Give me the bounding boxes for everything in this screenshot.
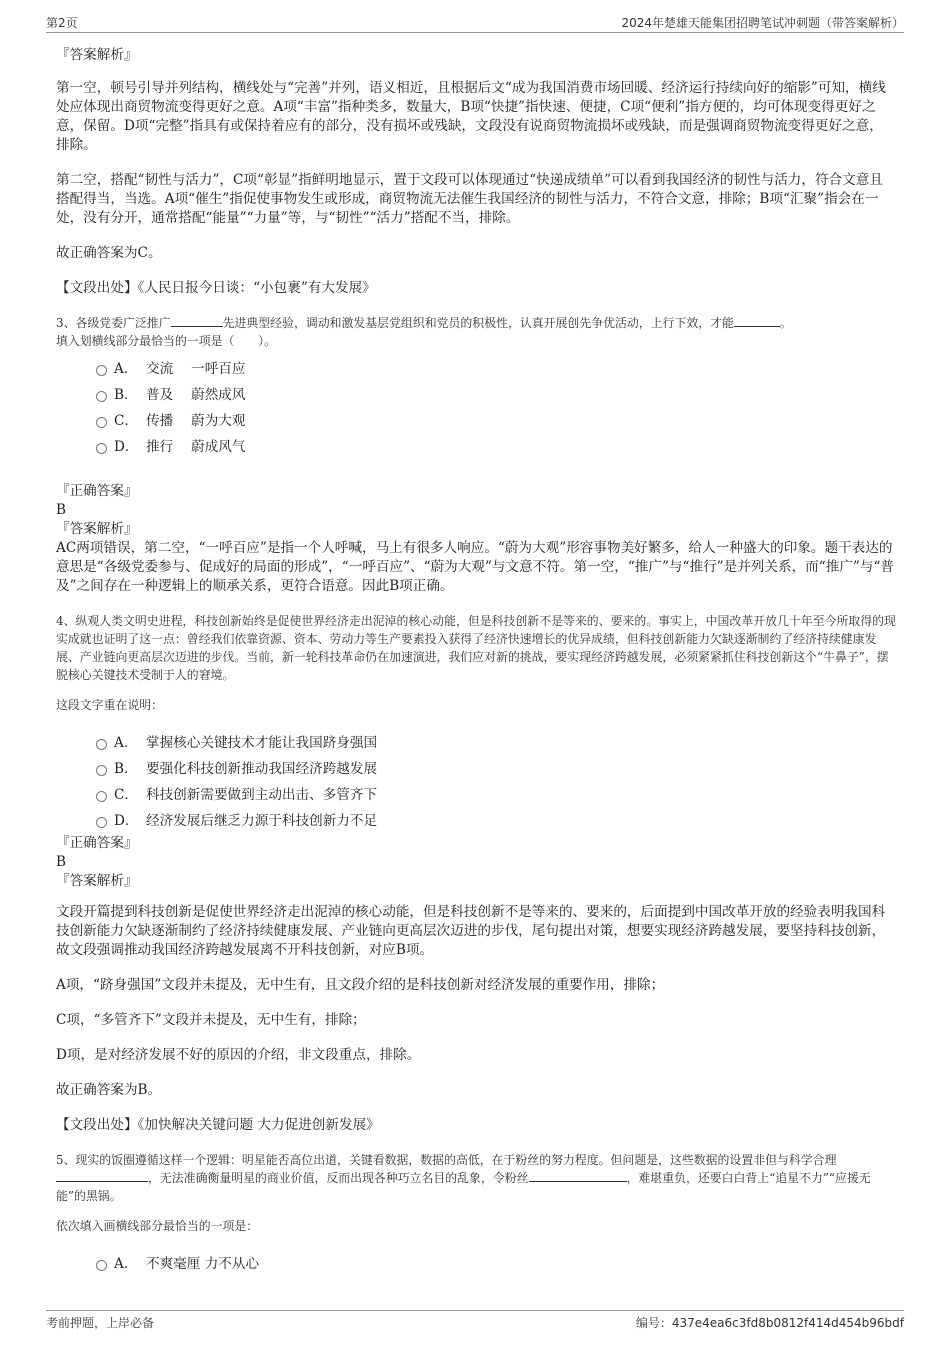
q4-analysis-p2: A项，“跻身强国”文段并未提及，无中生有，且文段介绍的是科技创新对经济发展的重要作用，排除； — [56, 977, 665, 993]
q4-answer: 故正确答案为B。 — [56, 1082, 162, 1098]
page-footer — [46, 1314, 904, 1332]
q2-source: 【文段出处】《人民日报今日谈：“小包裹”有大发展》 — [56, 280, 376, 296]
q3-stem-line2: 填入划横线部分最恰当的一项是（ ）。 — [56, 334, 276, 348]
q3-option-b[interactable]: B． 普及 蔚然成风 — [56, 382, 896, 408]
q4-option-d[interactable]: D． 经济发展后继乏力源于科技创新力不足 — [56, 808, 896, 834]
q5-blank-1 — [56, 1169, 148, 1182]
q4-correct-answer: B — [56, 854, 66, 870]
document-code: 编号：437e4ea6c3fd8b0812f414d454b96bdf — [635, 1316, 904, 1330]
q3-stem: 3、各级党委广泛推广 先进典型经验，调动和激发基层党组织和党员的积极性，认真开展创先争优活动，上行下效，才能 。 — [56, 316, 792, 330]
q4-option-b[interactable]: B． 要强化科技创新推动我国经济跨越发展 — [56, 756, 896, 782]
q5-option-a[interactable]: A． 不爽毫厘 力不从心 — [56, 1251, 896, 1277]
q4-options — [56, 730, 896, 834]
footer-slogan: 考前押题，上岸必备 — [46, 1316, 155, 1330]
page-number: 第2页 — [46, 16, 78, 30]
footer-divider — [46, 1310, 904, 1311]
q4-analysis-p1: 文段开篇提到科技创新是促使世界经济走出泥淖的核心动能，但是科技创新不是等来的、要来的，后面提到中国改革开放的经验表明我国科技创新能力欠缺逐渐制约了经济持续健康发展、产业链向更高层次迈进的步伐，尾句提出对策，想要实现经济跨越发展，要坚持科技创新，故文段强调推动我国经济跨越发展离不开科技创新，对应B项。 — [56, 904, 886, 958]
q5-stem: 5、现实的饭圈遵循这样一个逻辑：明星能否高位出道，关键看数据，数据的高低，在于粉丝的努力程度。但问题是，这些数据的设置非但与科学合理，无法准确衡量明星的商业价值，反而出现各种巧立名目的乱象，令粉丝 ，难堪重负，还要白白背上“追星不力”“应援无能”的黑锅。 — [56, 1153, 871, 1203]
radio-icon[interactable] — [96, 391, 107, 402]
header-divider — [46, 32, 904, 33]
radio-icon[interactable] — [96, 765, 107, 776]
radio-icon[interactable] — [96, 443, 107, 454]
q2-answer: 故正确答案为C。 — [56, 245, 162, 261]
q4-analysis-p3: C项，“多管齐下”文段并未提及，无中生有，排除； — [56, 1012, 366, 1028]
q3-analysis: AC两项错误，第二空，“一呼百应”是指一个人呼喊，马上有很多人响应。“蔚为大观”形容事物美好繁多，给人一种盛大的印象。题干表达的意思是“各级党委参与、促成好的局面的形成”，“一呼百应”、“蔚为大观”与文意不符。第一空，“推广”与“推行”是并列关系，而“推广”与“普及”之间存在一种逻辑上的顺承关系，更符合语意。因此B项正确。 — [56, 540, 894, 594]
q3-option-a[interactable]: A． 交流 一呼百应 — [56, 356, 896, 382]
q5-blank-2 — [529, 1169, 627, 1182]
q5-options — [56, 1251, 896, 1277]
q3-blank-1 — [171, 314, 223, 327]
page-header — [46, 14, 904, 32]
radio-icon[interactable] — [96, 1260, 107, 1271]
page-content — [56, 46, 896, 1277]
q4-question: 这段文字重在说明： — [56, 698, 164, 712]
q2-analysis-p2: 第二空，搭配“韧性与活力”，C项“彰显”指鲜明地显示，置于文段可以体现通过“快递成绩单”可以看到我国经济的韧性与活力，符合文意且搭配得当，当选。A项“催生”指促使事物发生或形成，商贸物流无法催生我国经济的韧性与活力，不符合文意，排除；B项“汇聚”指会在一处，没有分开，通常搭配“能量”“力量”等，与“韧性”“活力”搭配不当，排除。 — [56, 172, 883, 226]
q4-correct-label: 『正确答案』 — [56, 835, 138, 851]
q3-correct-answer: B — [56, 502, 66, 518]
q3-blank-2 — [734, 314, 780, 327]
q2-analysis-label: 『答案解析』 — [56, 47, 138, 63]
radio-icon[interactable] — [96, 817, 107, 828]
q3-correct-label: 『正确答案』 — [56, 483, 138, 499]
radio-icon[interactable] — [96, 739, 107, 750]
q4-option-a[interactable]: A． 掌握核心关键技术才能让我国跻身强国 — [56, 730, 896, 756]
radio-icon[interactable] — [96, 791, 107, 802]
q4-stem: 4、纵观人类文明史进程，科技创新始终是促使世界经济走出泥淖的核心动能，但是科技创新不是等来的、要来的。事实上，中国改革开放几十年至今所取得的现实成就也证明了这一点：曾经我们依靠资源、资本、劳动力等生产要素投入获得了经济快速增长的优异成绩，但科技创新能力欠缺逐渐制约了经济持续健康发展、产业链向更高层次迈进的步伐。当前，新一轮科技革命仍在加速演进，我们应对新的挑战，要实现经济跨越发展，必须紧紧抓住科技创新这个“牛鼻子”，摆脱核心关键技术受制于人的窘境。 — [56, 614, 896, 682]
q5-question: 依次填入画横线部分最恰当的一项是： — [56, 1219, 259, 1233]
q3-option-c[interactable]: C． 传播 蔚为大观 — [56, 408, 896, 434]
document-title: 2024年楚雄天能集团招聘笔试冲刺题（带答案解析） — [621, 16, 904, 30]
radio-icon[interactable] — [96, 365, 107, 376]
q4-analysis-p4: D项，是对经济发展不好的原因的介绍，非文段重点，排除。 — [56, 1047, 421, 1063]
q2-analysis-p1: 第一空，顿号引导并列结构，横线处与“完善”并列，语义相近，且根据后文“成为我国消费市场回暖、经济运行持续向好的缩影”可知，横线处应体现出商贸物流变得更好之意。A项“丰富”指种类多，数量大，B项“快捷”指快速、便捷，C项“便利”指方便的，均可体现变得更好之意，保留。D项“完整”指具有或保持着应有的部分，没有损坏或残缺，文段没有说商贸物流损坏或残缺，而是强调商贸物流变得更好之意，排除。 — [56, 80, 886, 153]
q3-option-d[interactable]: D． 推行 蔚成风气 — [56, 434, 896, 460]
q4-analysis-label: 『答案解析』 — [56, 873, 138, 889]
radio-icon[interactable] — [96, 417, 107, 428]
q3-analysis-label: 『答案解析』 — [56, 521, 138, 537]
q3-options — [56, 356, 896, 460]
q4-source: 【文段出处】《加快解决关键问题 大力促进创新发展》 — [56, 1117, 380, 1133]
q4-option-c[interactable]: C． 科技创新需要做到主动出击、多管齐下 — [56, 782, 896, 808]
